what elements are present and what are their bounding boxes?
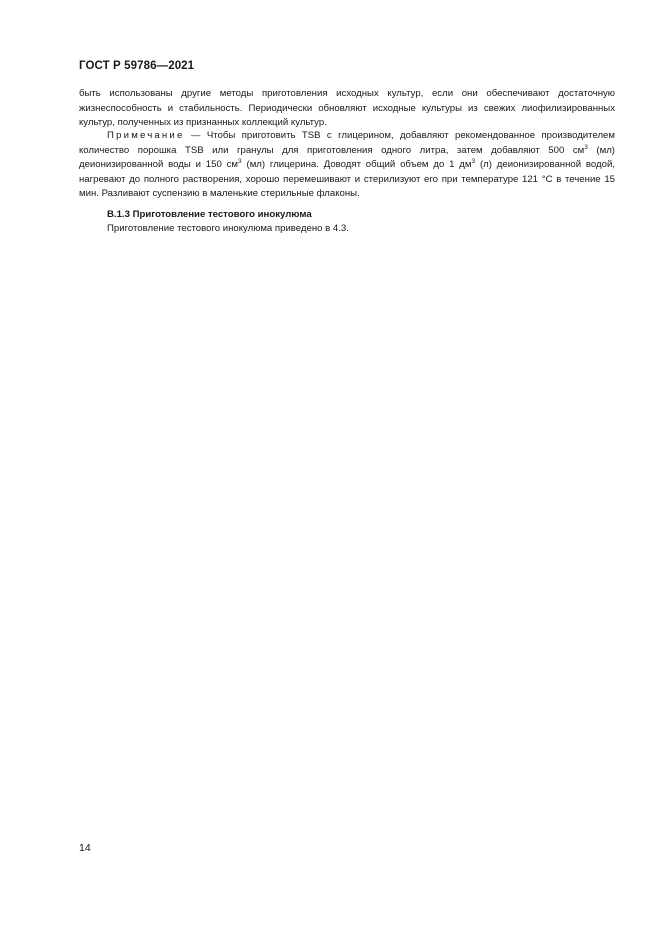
section-heading: В.1.3 Приготовление тестового инокулюма (107, 209, 312, 220)
note-text-part: (л) деионизированной водой, нагревают до полного растворения, хорошо перемешивают и стерилизуют его при температуре 121 °С в течение 15 мин. Разливают суспензию в маленькие стерильные флаконы. (79, 159, 616, 200)
page-number: 14 (79, 842, 91, 854)
note-text-part: (мл) деионизированной воды и 150 см (79, 144, 615, 171)
note-paragraph (79, 129, 615, 202)
section-text: Приготовление тестового инокулюма приведено в 4.3. (107, 223, 349, 234)
note-text-part: Чтобы приготовить TSB с глицерином, добавляют рекомендованное производителем количество порошка TSB или гранулы для приготовления одного литра, затем добавляют 500 см (79, 130, 615, 156)
document-header: ГОСТ Р 59786—2021 (79, 60, 195, 72)
superscript: 3 (471, 158, 476, 165)
superscript: 3 (584, 143, 588, 151)
superscript: 3 (238, 158, 242, 165)
note-dash: — (184, 130, 207, 141)
paragraph-stock-cultures: быть использованы другие методы приготовления исходных культур, если они обеспечивают достаточную жизнеспособность и стабильность. Периодически обновляют исходные культуры из свежих лиофилизированных культур, полученных из признанных коллекций культур. (79, 88, 615, 129)
note-text-part: (мл) глицерина. Доводят общий объем до 1 дм (241, 159, 472, 171)
note-label: Примечание (107, 130, 185, 141)
